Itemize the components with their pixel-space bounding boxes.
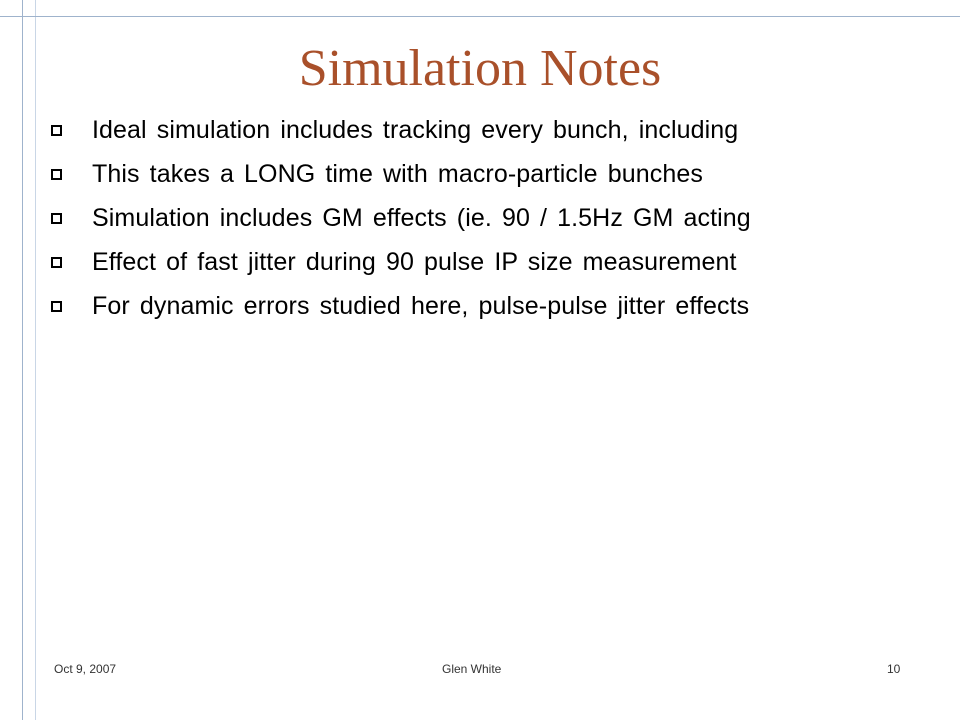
- bullet-item: [46, 152, 960, 196]
- hollow-square-bullet-icon: [51, 169, 62, 180]
- page-number: 10: [887, 662, 901, 676]
- footer-date: Oct 9, 2007: [54, 662, 117, 676]
- top-border-line: [0, 16, 960, 17]
- hollow-square-bullet-icon: [51, 301, 62, 312]
- footer-author: Glen White: [442, 662, 502, 676]
- slide-title: Simulation Notes: [298, 40, 662, 97]
- bullet-text: Ideal simulation includes tracking every bunch, including: [92, 115, 739, 144]
- bullet-item: [46, 240, 960, 284]
- bullet-text: Simulation includes GM effects (ie. 90 / 1.5Hz GM acting: [92, 203, 751, 232]
- bullet-text: This takes a LONG time with macro-particle bunches: [92, 159, 703, 188]
- bullet-text: For dynamic errors studied here, pulse-pulse jitter effects: [92, 291, 750, 320]
- bullet-item: [46, 108, 960, 152]
- hollow-square-bullet-icon: [51, 213, 62, 224]
- left-inner-border-line: [35, 0, 36, 720]
- hollow-square-bullet-icon: [51, 125, 62, 136]
- left-border-line: [22, 0, 23, 720]
- bullet-list: [46, 108, 960, 328]
- hollow-square-bullet-icon: [51, 257, 62, 268]
- bullet-item: [46, 284, 960, 328]
- bullet-text: Effect of fast jitter during 90 pulse IP size measurement: [92, 247, 737, 276]
- bullet-item: [46, 196, 960, 240]
